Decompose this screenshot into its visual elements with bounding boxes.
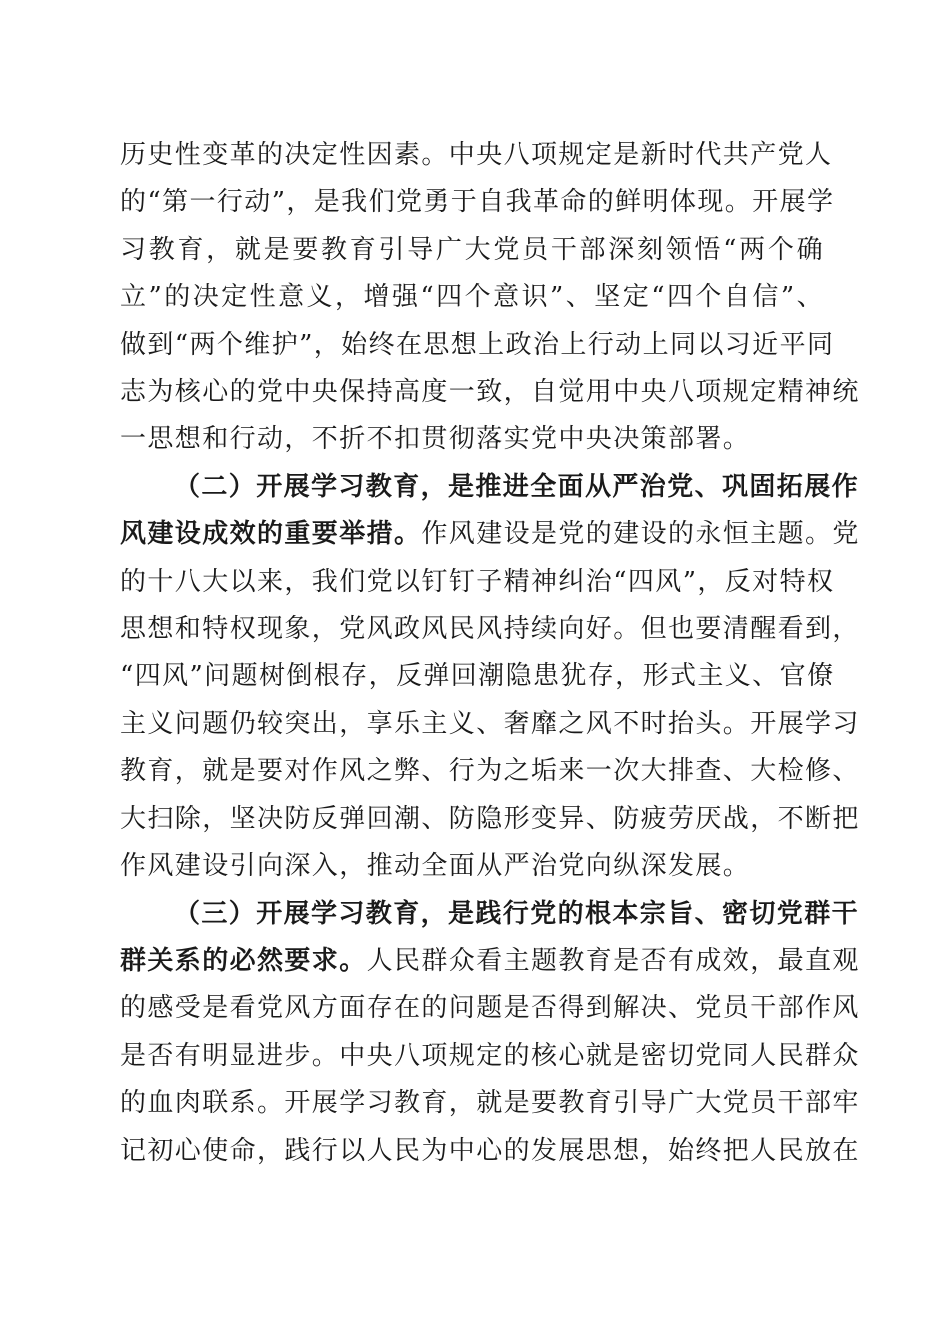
document-body	[120, 132, 860, 1175]
text-line: 教育，就是要对作风之弊、行为之垢来一次大排查、大检修、	[120, 756, 860, 787]
text-line: 一思想和行动，不折不扣贯彻落实党中央决策部署。	[120, 424, 751, 455]
text-line: 志为核心的党中央保持高度一致，自觉用中央八项规定精神统	[120, 377, 860, 408]
text-line: 是否有明显进步。中央八项规定的核心就是密切党同人民群众	[120, 1040, 860, 1071]
text-line: 的血肉联系。开展学习教育，就是要教育引导广大党员干部牢	[120, 1088, 860, 1119]
text-run: 人民群众看主题教育是否有成效，最直观	[366, 945, 860, 976]
heading-line	[120, 938, 860, 985]
text-line: “四风”问题树倒根存，反弹回潮隐患犹存，形式主义、官僚	[120, 661, 835, 692]
paragraph-3	[120, 891, 860, 1175]
text-line: 大扫除，坚决防反弹回潮、防隐形变异、防疲劳厌战，不断把	[120, 803, 860, 834]
text-line: 立”的决定性意义，增强“四个意识”、坚定“四个自信”、	[120, 282, 824, 313]
text-line: 的十八大以来，我们党以钉钉子精神纠治“四风”，反对特权	[120, 566, 835, 597]
text-line: 思想和特权现象，党风政风民风持续向好。但也要清醒看到，	[120, 614, 860, 645]
heading-line	[120, 464, 860, 511]
text-line: 作风建设引向深入，推动全面从严治党向纵深发展。	[120, 851, 751, 882]
text-line: 的“第一行动”，是我们党勇于自我革命的鲜明体现。开展学	[120, 187, 835, 218]
text-line: 的感受是看党风方面存在的问题是否得到解决、党员干部作风	[120, 993, 860, 1024]
heading-line	[120, 511, 860, 558]
paragraph-1	[120, 132, 860, 464]
text-line: 记初心使命，践行以人民为中心的发展思想，始终把人民放在	[120, 1135, 860, 1166]
heading-line	[120, 891, 860, 938]
section-heading-2: （二）开展学习教育，是推进全面从严治党、巩固拓展作	[174, 471, 860, 502]
section-heading-2-cont: 风建设成效的重要举措。	[120, 519, 422, 550]
text-line: 主义问题仍较突出，享乐主义、奢靡之风不时抬头。开展学习	[120, 708, 860, 739]
section-heading-3-cont: 群关系的必然要求。	[120, 945, 367, 976]
text-run: 作风建设是党的建设的永恒主题。党	[421, 519, 860, 550]
paragraph-2	[120, 464, 860, 891]
text-line: 习教育，就是要教育引导广大党员干部深刻领悟“两个确	[120, 234, 824, 265]
text-line: 做到“两个维护”，始终在思想上政治上行动上同以习近平同	[120, 329, 835, 360]
text-line: 历史性变革的决定性因素。中央八项规定是新时代共产党人	[120, 140, 833, 170]
section-heading-3: （三）开展学习教育，是践行党的根本宗旨、密切党群干	[174, 898, 860, 929]
